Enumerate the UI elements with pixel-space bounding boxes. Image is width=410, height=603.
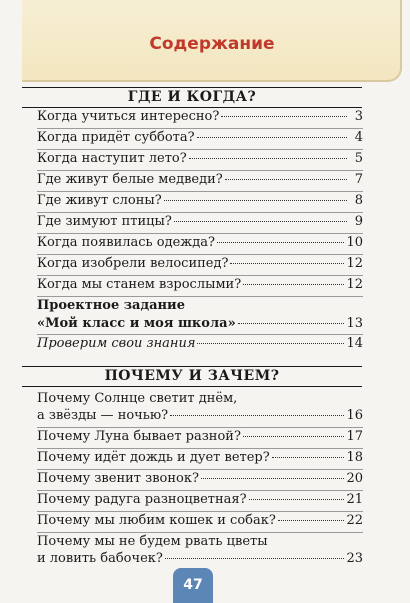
toc-item[interactable]: Где зимуют птицы? 9 bbox=[37, 214, 363, 229]
toc-item[interactable]: Почему мы любим кошек и собак? 22 bbox=[37, 513, 363, 528]
toc-item[interactable]: Когда придёт суббота? 4 bbox=[37, 130, 363, 145]
toc-item[interactable]: Почему Луна бывает разной? 17 bbox=[37, 429, 363, 444]
project-title-line: Проектное задание bbox=[37, 298, 185, 313]
section-title-where-when: ГДЕ И КОГДА? bbox=[127, 89, 257, 105]
toc-item[interactable]: а звёзды — ночью? 16 bbox=[37, 408, 363, 423]
section-title-why: ПОЧЕМУ И ЗАЧЕМ? bbox=[104, 368, 280, 384]
page-title: Содержание bbox=[149, 34, 275, 54]
toc-item[interactable]: Когда наступит лето? 5 bbox=[37, 151, 363, 166]
section-rule-top bbox=[22, 366, 362, 367]
toc-item-line1: Почему мы не будем рвать цветы bbox=[37, 534, 268, 549]
section-rule-top bbox=[22, 87, 362, 88]
toc-item-line1: Почему Солнце светит днём, bbox=[37, 391, 238, 406]
page-number-badge: 47 bbox=[173, 568, 213, 603]
toc-item[interactable]: Когда мы станем взрослыми? 12 bbox=[37, 277, 363, 292]
toc-item[interactable]: Когда учиться интересно? 3 bbox=[37, 109, 363, 124]
toc-item-check[interactable]: Проверим свои знания 14 bbox=[37, 336, 363, 351]
toc-item-project[interactable]: «Мой класс и моя школа» 13 bbox=[37, 316, 363, 331]
toc-item[interactable]: Когда изобрели велосипед? 12 bbox=[37, 256, 363, 271]
section-rule-bottom bbox=[22, 386, 362, 387]
toc-item[interactable]: Когда появилась одежда? 10 bbox=[37, 235, 363, 250]
toc-item[interactable]: Почему идёт дождь и дует ветер? 18 bbox=[37, 450, 363, 465]
toc-item[interactable]: Почему радуга разноцветная? 21 bbox=[37, 492, 363, 507]
header-band bbox=[22, 0, 402, 82]
toc-item[interactable]: Почему звенит звонок? 20 bbox=[37, 471, 363, 486]
toc-item[interactable]: Где живут белые медведи? 7 bbox=[37, 172, 363, 187]
toc-item[interactable]: и ловить бабочек? 23 bbox=[37, 551, 363, 566]
toc-item[interactable]: Где живут слоны? 8 bbox=[37, 193, 363, 208]
